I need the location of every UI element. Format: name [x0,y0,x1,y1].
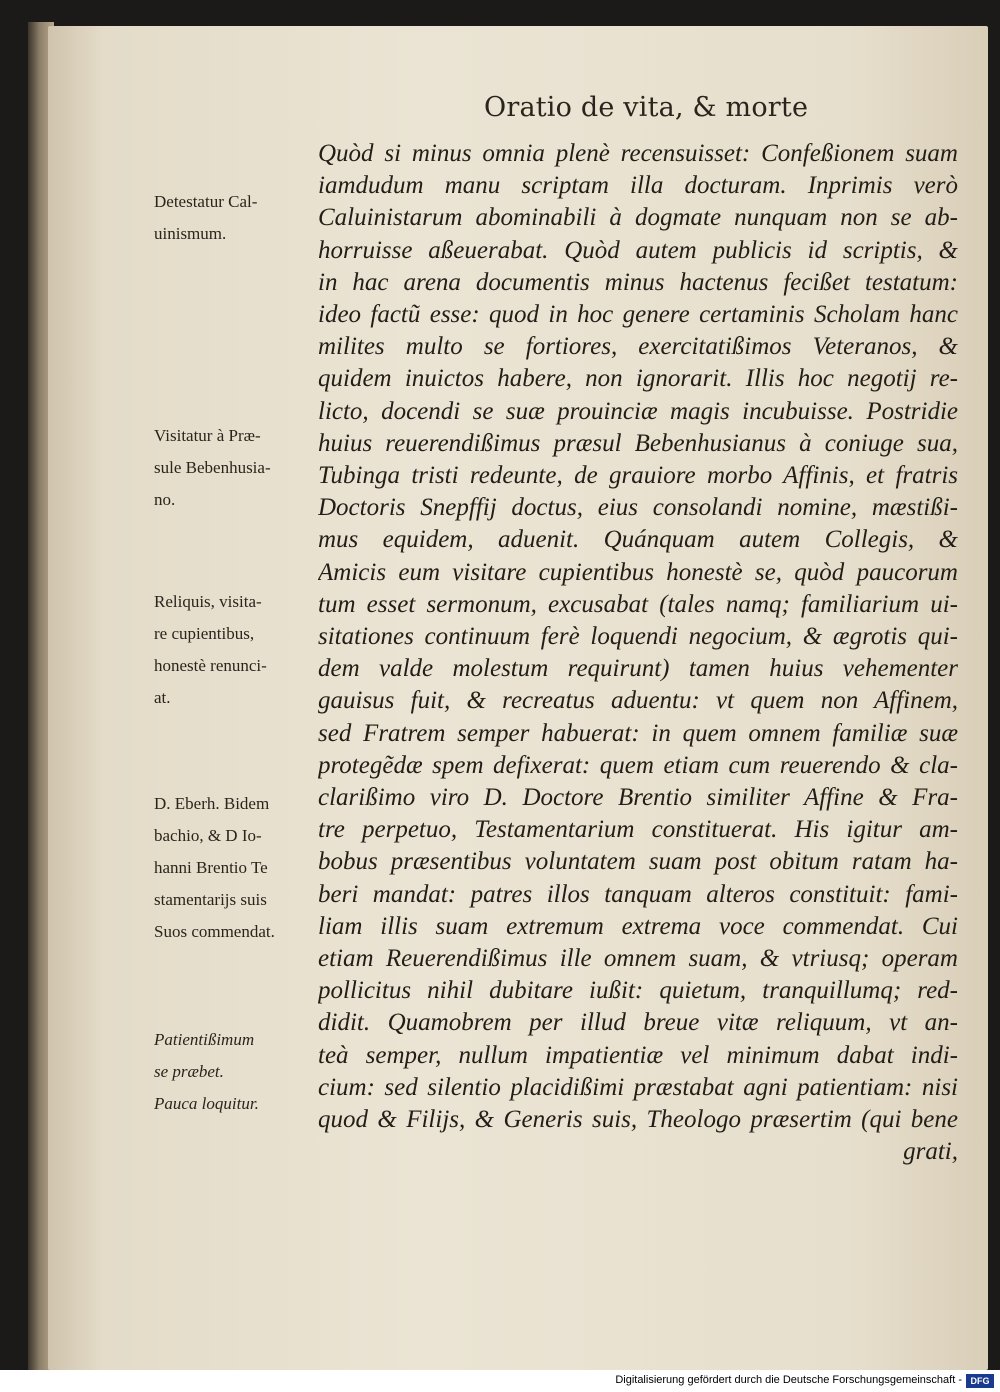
text-line: gauisus fuit, & recreatus aduentu: vt quem non Affinem, [318,687,958,715]
text-line: protegẽdæ spem defixerat: quem etiam cum reuerendo & cla- [318,751,958,779]
marginal-note-patience [154,1024,314,1120]
marginal-note-line: se præbet. [154,1062,224,1081]
running-header: Oratio de vita, & morte [484,92,809,123]
marginal-note-line: honestè renunci- [154,656,267,675]
text-line: pollicitus nihil dubitare iußit: quietum, tranquillumq; red- [318,977,958,1005]
text-line: Caluinistarum abominabili à dogmate nunquam non se ab- [318,204,958,232]
marginal-note-visitors [154,586,314,714]
text-line: sitationes continuum ferè loquendi negocium, & ægrotis qui- [318,623,958,651]
text-line: in hac arena documentis minus hactenus fecißet testatum: [318,268,958,296]
text-line: liam illis suam extremum extrema voce commendat. Cui [318,912,958,940]
text-line: etiam Reuerendißimus ille omnem suam, & vtriusq; operam [318,945,958,973]
marginal-note-line: sule Bebenhusia- [154,458,271,477]
main-text-block [318,138,958,1169]
text-line: clarißimo viro D. Doctore Brentio similiter Affine & Fra- [318,784,958,812]
marginal-note-line: Pauca loquitur. [154,1094,259,1113]
text-line: iamdudum manu scriptam illa docturam. Inprimis verò [318,172,958,200]
marginal-note-line: stamentarijs suis [154,890,267,909]
marginal-note-line: hanni Brentio Te [154,858,268,877]
marginal-note-line: Patientißimum [154,1030,255,1049]
marginal-note-calvinism [154,186,314,250]
marginal-note-line: uinismum. [154,224,227,243]
text-line: quod & Filijs, & Generis suis, Theologo præsertim (qui bene [318,1106,958,1134]
marginal-note-line: Suos commendat. [154,922,275,941]
marginal-note-line: Reliquis, visita- [154,592,262,611]
text-line: Quòd si minus omnia plenè recensuisset: Confeßionem suam [318,140,958,167]
text-line: huius reuerendißimus præsul Bebenhusianus à coniuge sua, [318,429,958,457]
marginal-note-visit [154,420,314,516]
text-line: beri mandat: patres illos tanquam alteros constituit: fami- [318,880,958,908]
marginal-note-line: re cupientibus, [154,624,255,643]
marginal-note-testament [154,788,314,948]
text-line: mus equidem, aduenit. Quánquam autem Collegis, & [318,526,958,554]
footer-bar [0,1370,1000,1392]
marginal-note-line: bachio, & D Io- [154,826,262,845]
text-line: dem valde molestum requirunt) tamen huius vehementer [318,655,958,683]
marginal-note-line: no. [154,490,176,509]
text-line: quidem inuictos habere, non ignorarit. Illis hoc negotij re- [318,365,958,393]
text-line: Doctoris Snepffij doctus, eius consolandi nomine, mæstißi- [318,494,958,522]
text-line: tum esset sermonum, excusabat (tales namq; familiarium ui- [318,590,958,618]
text-line: bobus præsentibus voluntatem suam post obitum ratam ha- [318,848,958,876]
text-line: ideo factũ esse: quod in hoc genere certaminis Scholam hanc [318,301,958,329]
text-line: Tubinga tristi redeunte, de grauiore morbo Affinis, et fratris [318,462,958,490]
text-line: grati, [903,1138,958,1166]
marginal-note-line: at. [154,688,171,707]
text-line: teà semper, nullum impatientiæ vel minimum dabat indi- [318,1041,958,1069]
marginal-note-line: Visitatur à Præ- [154,426,261,445]
text-line: tre perpetuo, Testamentarium constituerat. His igitur am- [318,816,958,844]
text-line: cium: sed silentio placidißimi præstabat agni patientiam: nisi [318,1073,958,1101]
text-line: milites multo se fortiores, exercitatißimos Veteranos, & [318,333,958,361]
text-line: didit. Quamobrem per illud breue vitæ reliquum, vt an- [318,1009,958,1037]
marginal-note-line: Detestatur Cal- [154,192,258,211]
text-line: licto, docendi se suæ prouinciæ magis incubuisse. Postridie [318,397,958,425]
text-line: horruisse aßeuerabat. Quòd autem publicis id scriptis, & [318,236,958,264]
footer-credit: Digitalisierung gefördert durch die Deutsche Forschungsgemeinschaft - [615,1374,962,1386]
text-line: Amicis eum visitare cupientibus honestè se, quòd paucorum [318,558,958,586]
text-line: sed Fratrem semper habuerat: in quem omnem familiæ suæ [318,719,958,747]
marginal-note-line: D. Eberh. Bidem [154,794,270,813]
dfg-logo: DFG [966,1374,994,1388]
